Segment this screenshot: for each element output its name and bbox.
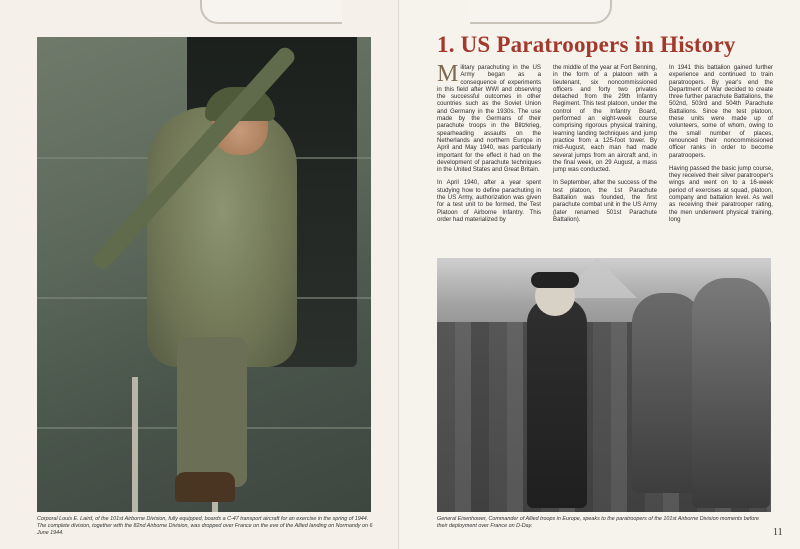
text-column-2	[553, 64, 657, 254]
eisenhower-photo	[437, 258, 771, 512]
chapter-title: 1. US Paratroopers in History	[437, 32, 736, 57]
general-figure	[527, 298, 587, 508]
paratrooper-photo	[37, 37, 371, 512]
text-column-1	[437, 61, 541, 254]
text-column-3	[669, 64, 773, 254]
paratrooper-figure	[692, 278, 770, 508]
page-tab-decoration	[470, 0, 612, 24]
paragraph-text: ilitary parachuting in the US Army began as a consequence of experiments in this field after WWI and observing the successful outcomes in other countries such as the Soviet Union and Germany in the 1930s. The use made by the Germans of their parachute troops in the Blitzkrieg, spearheading assaults on the Netherlands and northern Europe in April and May 1940, was particularly important for the effect it had on the development of parachute techniques in the United States and Great Britain.	[437, 64, 541, 174]
paragraph: In April 1940, after a year spent studying how to define parachuting in the US Army, authorization was given for a test unit to be formed, the Test Platoon of Airborne Infantry. This order had materialized by	[437, 179, 541, 223]
photo-caption-right: General Eisenhower, Commander of Allied troops in Europe, speaks to the paratroopers of the 101st Airborne Division moments before their deployment over France on D-Day.	[437, 516, 760, 529]
paragraph: In September, after the success of the test platoon, the 1st Parachute Battalion was founded, the first parachute combat unit in the US Army (later renamed 501st Parachute Battalion).	[553, 179, 657, 223]
ladder-rail	[132, 377, 138, 512]
soldier-boot	[175, 472, 235, 502]
paragraph	[437, 61, 541, 174]
paragraph: the middle of the year at Fort Benning, in the form of a platoon with a lieutenant, six noncommissioned officers and forty two privates detached from the 29th Infantry Regiment. This test platoon, under the control of the Infantry Board, performed an eight-week course comprising rigorous physical training, learning landing techniques and jump practice from a 125-foot tower. By mid-August, each man had made several jumps from an aircraft and, in the final week, on 29 August, a mass jump was conducted.	[553, 64, 657, 174]
body-text-columns	[437, 61, 773, 254]
paragraph: In 1941 this battalion gained further experience and continued to train paratroopers. By year's end the Department of War decided to create three further parachute Battalions, the 502nd, 503rd and 504th Parachute Battalions. Since the test platoon, these units were made up of volunteers, some of whom, owing to the small number of places, renounced their noncommissioned officer ranks in order to become paratroopers.	[669, 64, 773, 159]
page-tab-decoration	[200, 0, 342, 24]
page-number: 11	[773, 527, 783, 538]
photo-caption-left: Corporal Louis E. Laird, of the 101st Airborne Division, fully equipped, boards a C-47 transport aircraft for an exercise in the spring of 1944. The complete division, together with the 82nd Airborne Division, was dropped over France on the eve of the Allied landing on Normandy on 6 June 1944.	[37, 516, 373, 536]
soldier-legs	[177, 337, 247, 487]
drop-cap: M	[437, 61, 459, 87]
general-cap	[531, 272, 579, 288]
paragraph: Having passed the basic jump course, they received their silver paratrooper's wings and went on to a 16-week period of exercises at squad, platoon, company and battalion level. As well as receiving their paratrooper rating, the men underwent physical training, long	[669, 164, 773, 223]
